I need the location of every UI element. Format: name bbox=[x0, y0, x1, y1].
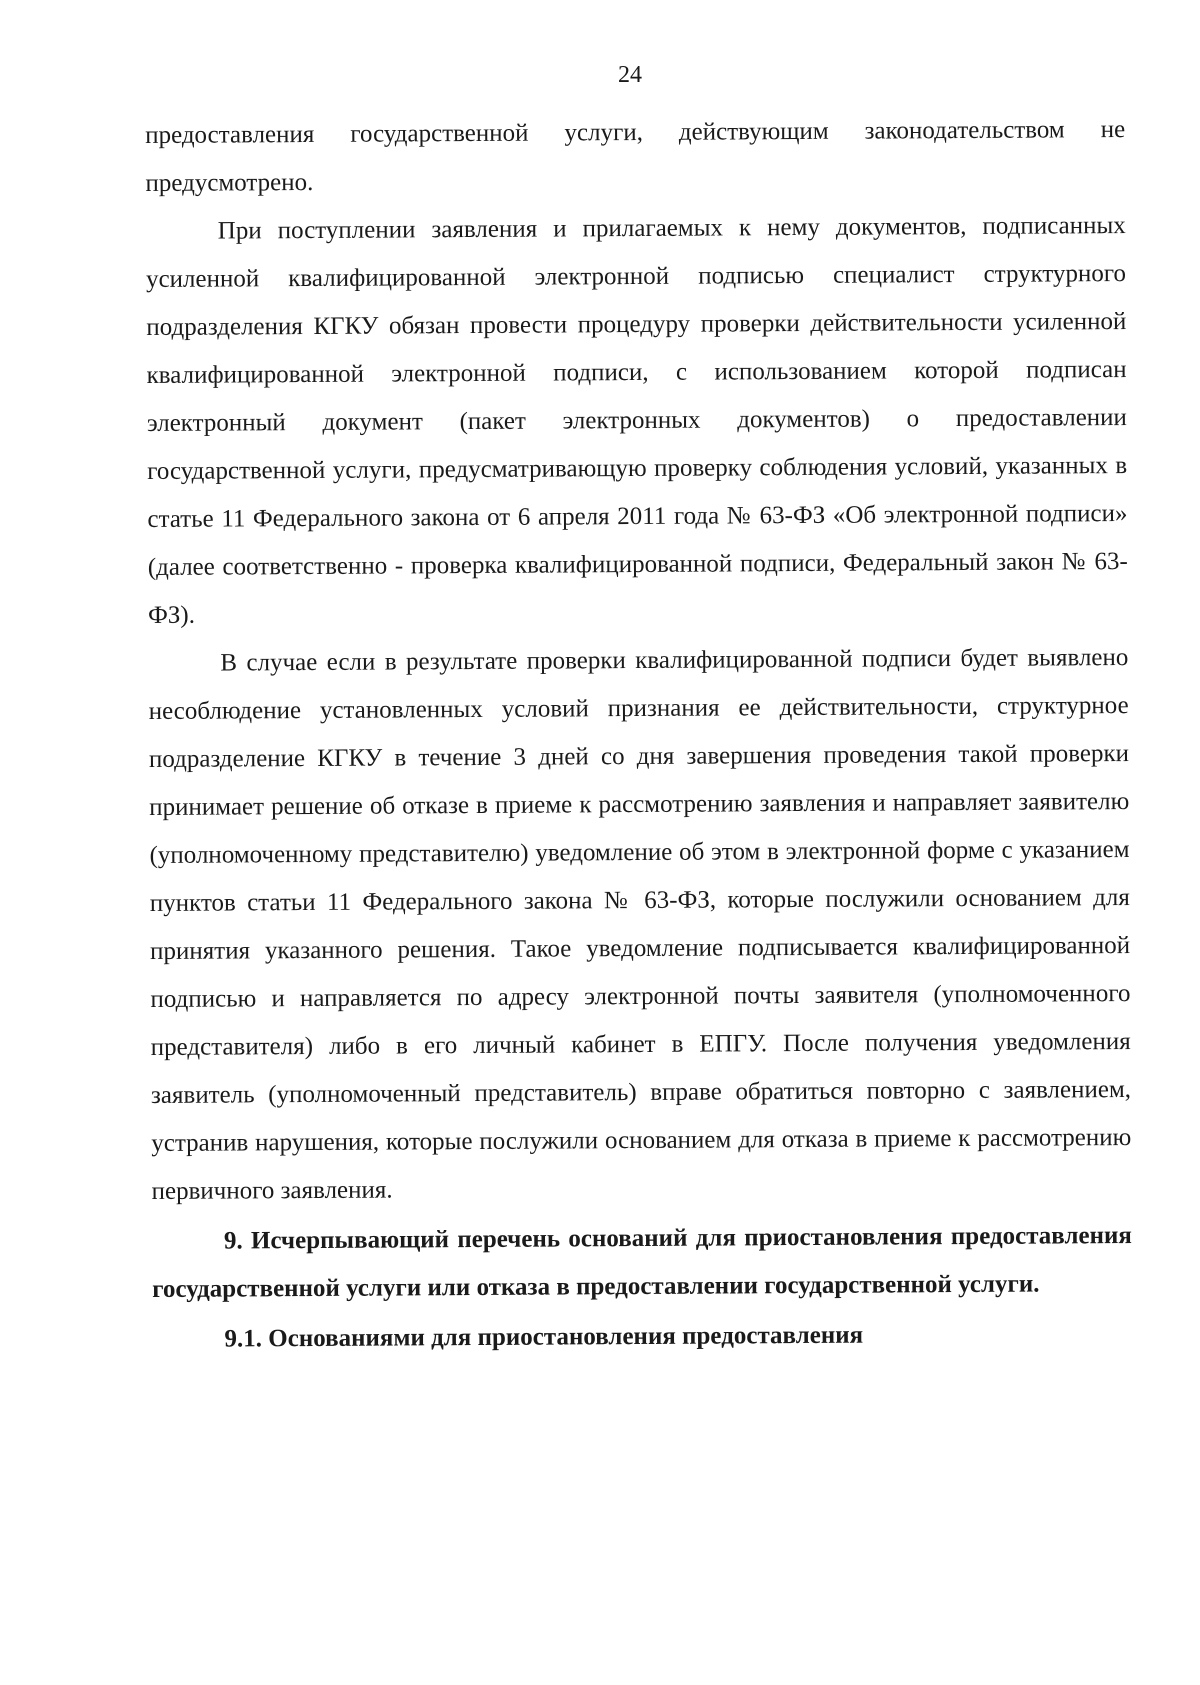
paragraph-verification-failure: В случае если в результате проверки квалифицированной подписи будет выявлено несоблюдение установленных условий признания ее действительности, структурное подразделение КГКУ в течение 3 дней со дня завершения проведения такой проверки принимает решение об отказе в приеме к рассмотрению заявления и направляет заявителю (уполномоченному представителю) уведомление об этом в электронной форме с указанием пунктов статьи 11 Федерального закона № 63-ФЗ, которые послужили основанием для принятия указанного решения. Такое уведомление подписывается квалифицированной подписью и направляется по адресу электронной почты заявителя (уполномоченного представителя) либо в его личный кабинет в ЕПГУ. После получения уведомления заявитель (уполномоченный представитель) вправе обратиться повторно с заявлением, устранив нарушения, которые послужили основанием для отказа в приеме к рассмотрению первичного заявления. bbox=[148, 644, 1132, 1205]
paragraph-continuation: предоставления государственной услуги, действующим законодательством не предусмотрено. bbox=[145, 116, 1126, 197]
document-body bbox=[145, 106, 1133, 1364]
page-number: 24 bbox=[618, 62, 642, 88]
paragraph-signature-verification: При поступлении заявления и прилагаемых к нему документов, подписанных усиленной квалифицированной электронной подписью специалист структурного подразделения КГКУ обязан провести процедуру проверки действительности усиленной квалифицированной электронной подписи, с использованием которой подписан электронный документ (пакет электронных документов) о предоставлении государственной услуги, предусматривающую проверку соблюдения условий, указанных в статье 11 Федерального закона от 6 апреля 2011 года № 63-ФЗ «Об электронной подписи» (далее соответственно - проверка квалифицированной подписи, Федеральный закон № 63-ФЗ). bbox=[145, 212, 1128, 629]
section-heading-9: 9. Исчерпывающий перечень оснований для приостановления предоставления государственной услуги или отказа в предоставлении государственной услуги. bbox=[152, 1221, 1132, 1303]
section-heading-9-1: 9.1. Основаниями для приостановления предоставления bbox=[224, 1321, 864, 1353]
